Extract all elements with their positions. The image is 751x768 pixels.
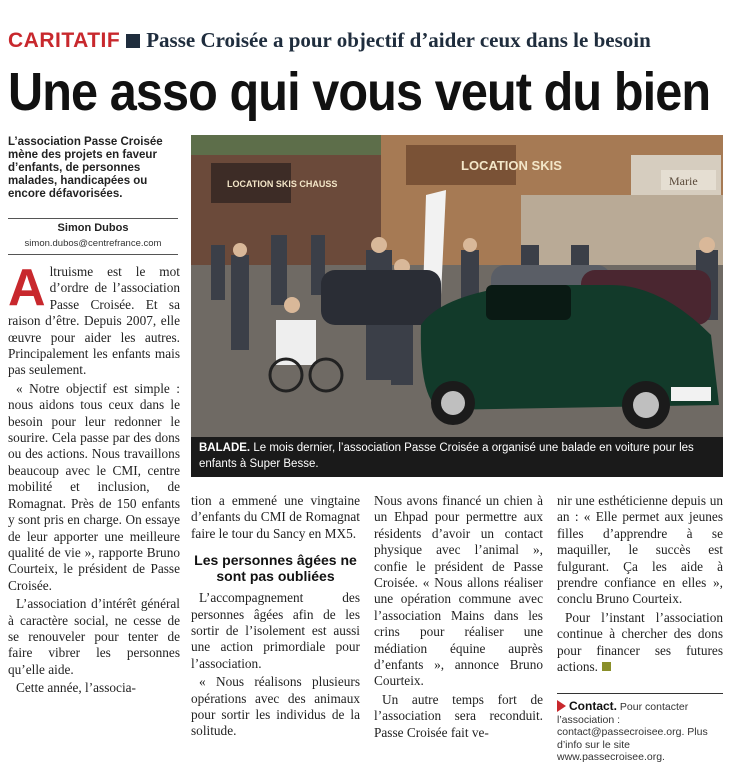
col1-paragraph-3: L’association d’intérêt général à caractère social, ne cesse de se renouveler pour tenter de faire vibrer les personnes qu’elle aide.: [8, 596, 180, 677]
photo-sign-shop: Marie: [669, 174, 698, 188]
kicker-line: [8, 28, 651, 53]
contact-label: Contact.: [569, 699, 617, 713]
caption-label: BALADE.: [199, 442, 251, 454]
col4-paragraph-2-wrap: [557, 610, 723, 676]
author-name: Simon Dubos: [57, 222, 129, 234]
byline-divider-top: [8, 218, 178, 219]
chapo: L’association Passe Croisée mène des projets en faveur d’enfants, de personnes malades, handicapées ou encore défavorisées.: [8, 136, 163, 200]
author-email[interactable]: simon.dubos@centrefrance.com: [24, 238, 162, 249]
article-photo: [191, 135, 723, 437]
drop-cap: A: [8, 259, 46, 317]
contact-box: [557, 693, 723, 764]
category-label: CARITATIF: [8, 29, 121, 52]
photo-caption: [191, 437, 723, 477]
article-column-4: [557, 493, 723, 677]
col4-paragraph-1: nir une esthéticienne depuis un an : « Elle permet aux jeunes filles d’apprendre à se maquiller, le succès est fulgurant. Ça les aide à prendre confiance en elles », conclu Bruno Courteix.: [557, 493, 723, 607]
col1-paragraph-1: ltruisme est le mot d’ordre de l’association Passe Croisée. Et sa raison d’être. Depuis 2007, elle œuvre pour aider les autres. Principalement les enfants mais pas seulement.: [8, 264, 180, 378]
col2-paragraph-1: tion a emmené une vingtaine d’enfants du CMI de Romagnat faire le tour du Sancy en MX5.: [191, 493, 360, 541]
col3-paragraph-2: Un autre temps fort de l’association sera reconduit. Passe Croisée fait ve-: [374, 691, 543, 740]
subheading: Les personnes âgées ne sont pas oubliées: [194, 552, 357, 585]
col3-paragraph-1: Nous avons financé un chien à un Ehpad pour permettre aux résidents d’avoir un contact physique avec l’animal », confie le président de Passe Croisée. « Nous allons réaliser une opération commune avec l’association Mains dans les crins pour réaliser une médiation équine auprès d’enfants », annonce Bruno Courteix.: [374, 493, 543, 689]
square-bullet-icon: [126, 34, 140, 48]
byline-divider-bottom: [8, 254, 178, 255]
end-mark-icon: [602, 662, 611, 671]
col1-paragraph-4: Cette année, l’associa-: [16, 680, 136, 696]
col2-paragraph-3: « Nous réalisons plusieurs opérations avec des animaux pour sortir les individus de la solitude.: [191, 674, 360, 739]
article-column-3: [374, 493, 543, 743]
col2-paragraph-2: L’accompagnement des personnes âgées afin de les sortir de l’isolement est aussi une action primordiale pour l’association.: [191, 590, 360, 671]
col4-paragraph-2: Pour l’instant l’association continue à chercher des dons pour financer ses futures actions.: [557, 609, 723, 675]
contact-text[interactable]: Pour contacter l’association : contact@passecroisee.org. Plus d’info sur le site www.passecroisee.org.: [557, 701, 708, 763]
photo-sign-location: LOCATION SKIS: [461, 158, 562, 173]
photo-sign-left: LOCATION SKIS CHAUSS: [227, 179, 338, 189]
article-column-1: [8, 259, 180, 699]
headline: Une asso qui vous veut du bien: [8, 62, 711, 122]
arrow-right-icon: [557, 700, 566, 712]
kicker-text: Passe Croisée a pour objectif d’aider ceux dans le besoin: [146, 28, 651, 52]
caption-text: Le mois dernier, l’association Passe Croisée a organisé une balade en voiture pour les enfants à Super Besse.: [199, 442, 694, 470]
col1-paragraph-2: « Notre objectif est simple : nous aidons tous ceux dans le besoin pour leur redonner le sourire. Cela passe par des dons ou des actions. Nous travaillons beaucoup avec le CMI, centre mobilité et inclusion, de Romagnat. Près de 150 enfants y sont pris en charge. On essaye de leur apporter une meilleure qualité de vie », rapporte Bruno Courteix, le président de Passe Croisée.: [8, 380, 180, 593]
article-column-2: [191, 493, 360, 742]
